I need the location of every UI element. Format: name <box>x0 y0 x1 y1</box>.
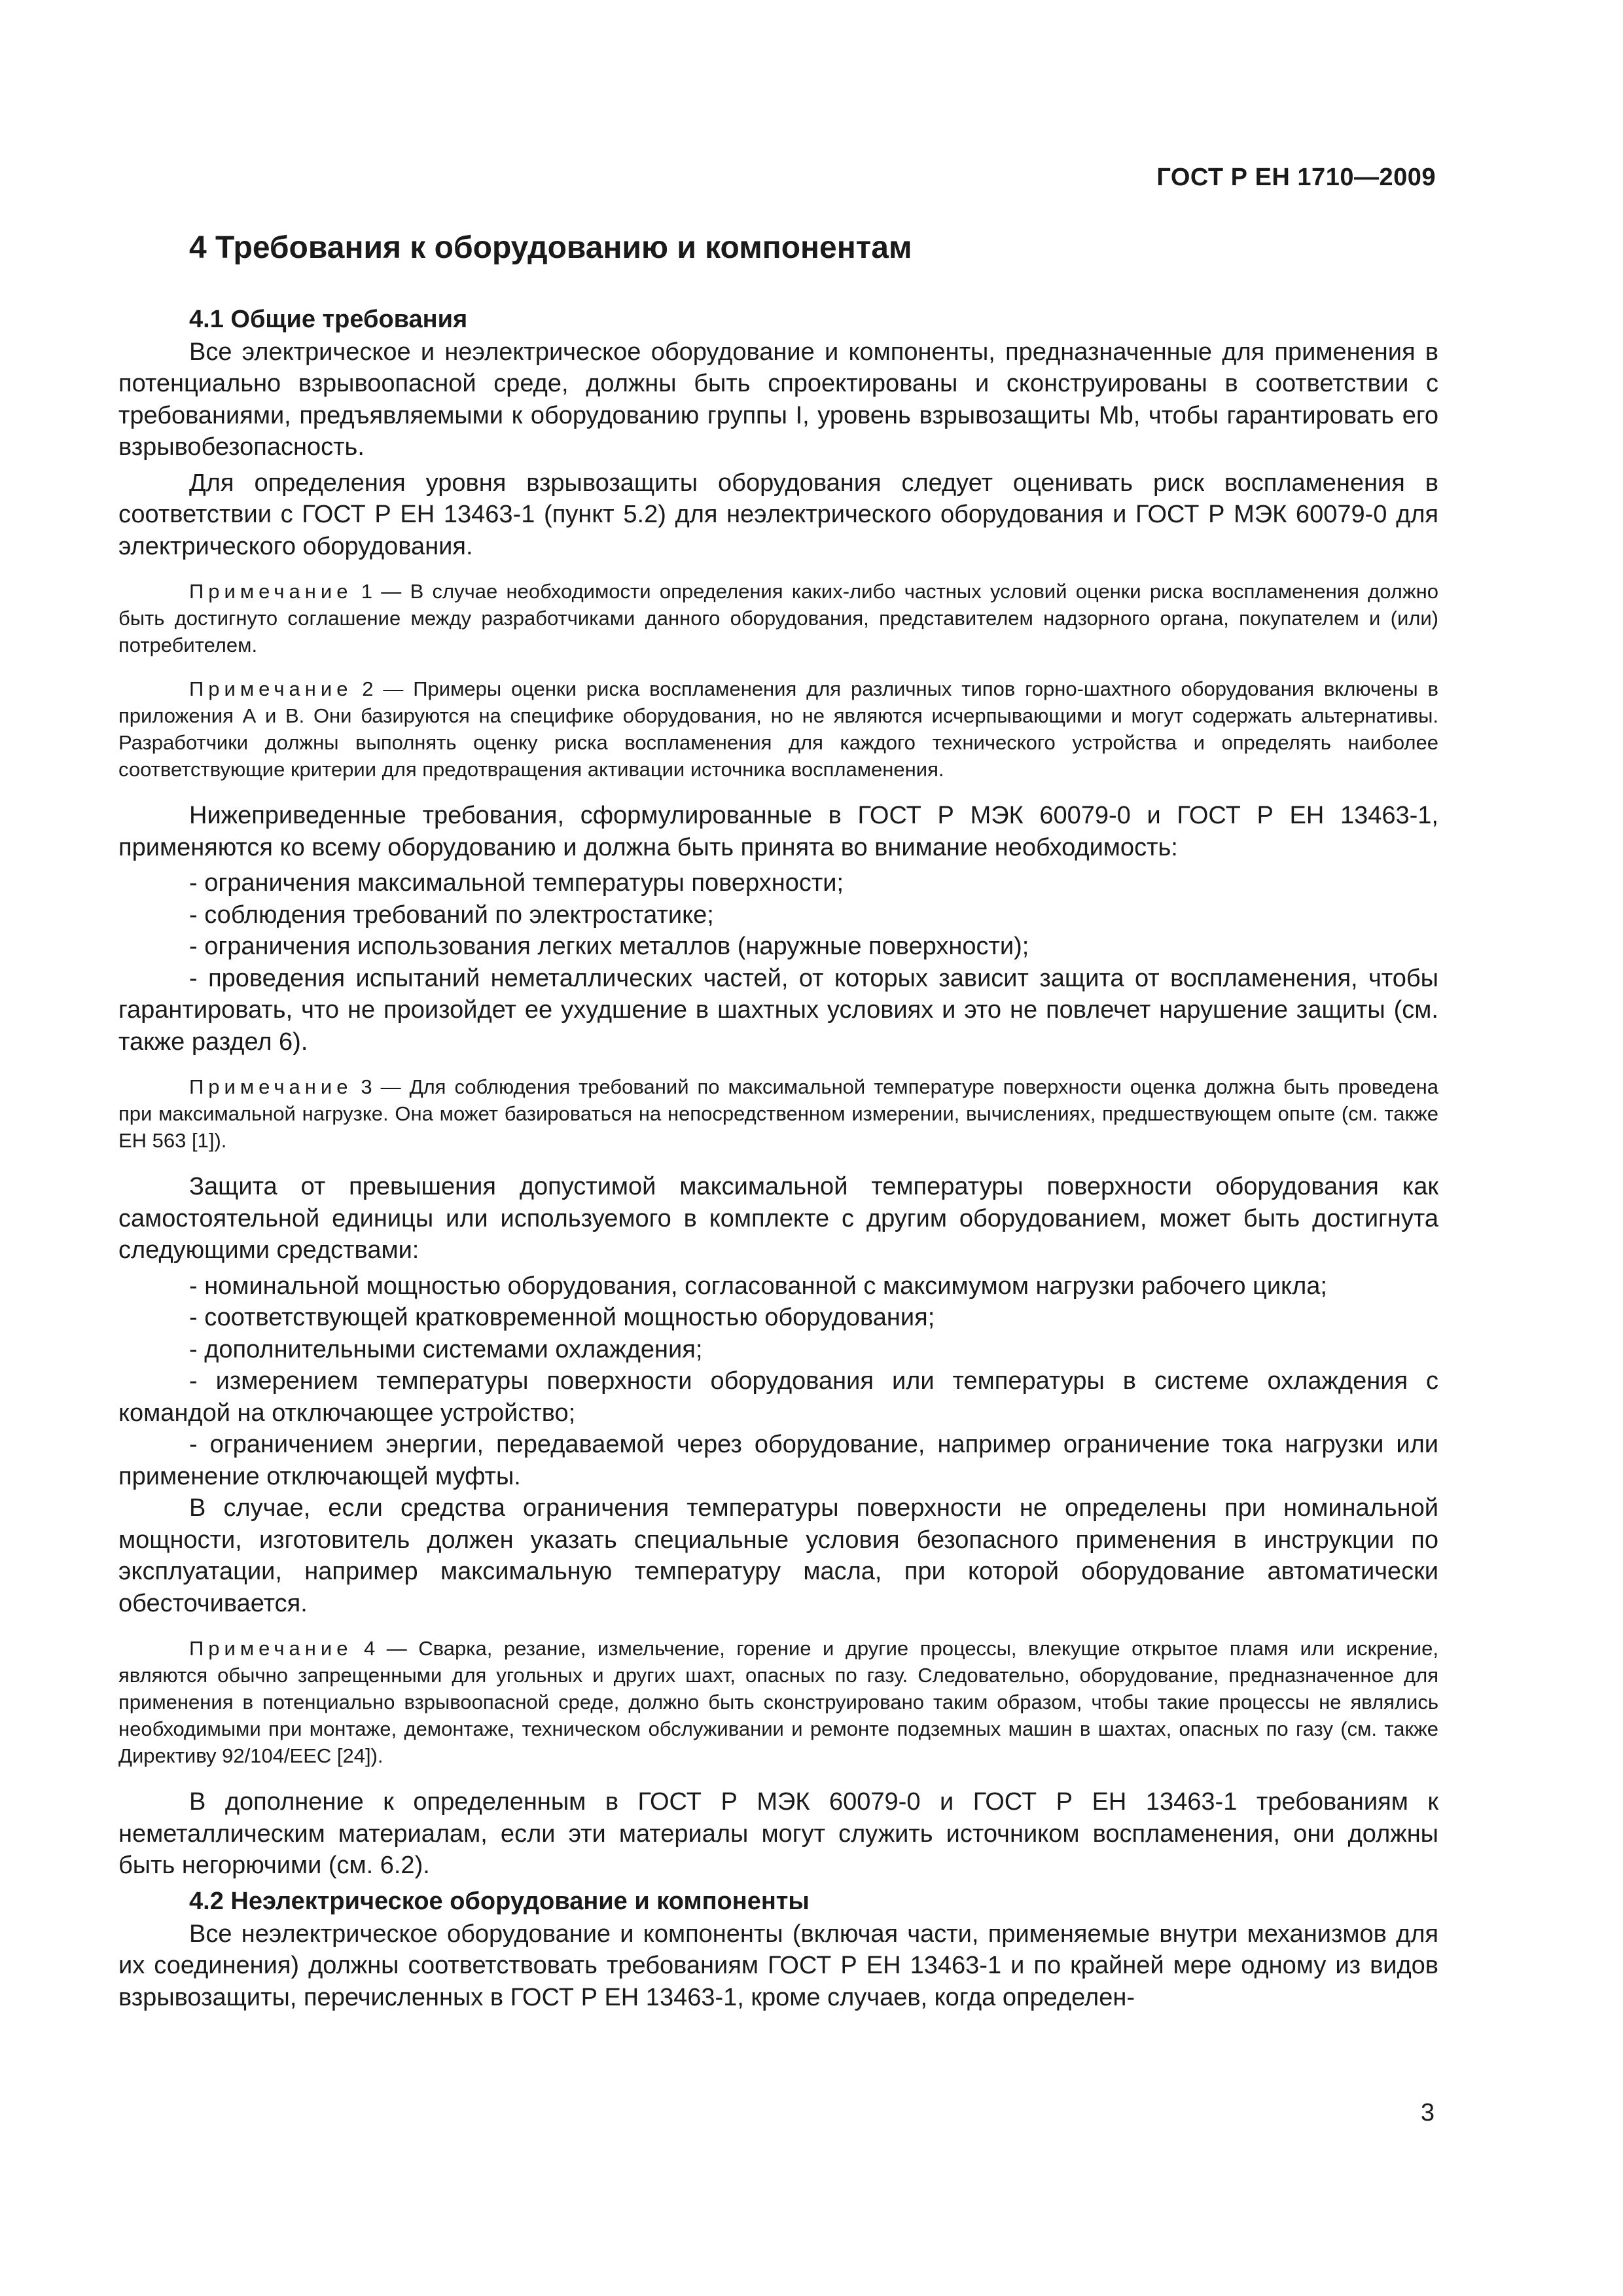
list-item: - ограничением энергии, передаваемой через оборудование, например ограничение тока нагрузки или применение отключающей муфты. <box>118 1431 1438 1490</box>
note-label: Примечание <box>189 580 353 603</box>
page-content <box>118 229 1438 2017</box>
list-item: - соблюдения требований по электростатике; <box>189 901 714 929</box>
subsection-title: 4.2 Неэлектрическое оборудование и компоненты <box>189 1887 810 1915</box>
note <box>118 1073 1438 1154</box>
paragraph: Нижеприведенные требования, сформулированные в ГОСТ Р МЭК 60079-0 и ГОСТ Р ЕН 13463-1, применяются ко всему оборудованию и должна быть принята во внимание необходимость: <box>118 802 1438 861</box>
paragraph: Защита от превышения допустимой максимальной температуры поверхности оборудования как самостоятельной единицы или используемого в комплекте с другим оборудованием, может быть достигнута следующими средствами: <box>118 1173 1438 1265</box>
note-text: 1 — В случае необходимости определения каких-либо частных условий оценки риска воспламенения должно быть достигнуто соглашение между разработчиками данного оборудования, представителем надзорного органа, покупателем и (или) потребителем. <box>118 580 1438 657</box>
paragraph: Все электрическое и неэлектрическое оборудование и компоненты, предназначенные для применения в потенциально взрывоопасной среде, должны быть спроектированы и сконструированы в соответствии с требованиями, предъявляемыми к оборудованию группы I, уровень взрывозащиты Mb, чтобы гарантировать его взрывобезопасность. <box>118 338 1438 461</box>
note <box>118 1635 1438 1769</box>
paragraph: Все неэлектрическое оборудование и компоненты (включая части, применяемые внутри механизмов для их соединения) должны соответствовать требованиям ГОСТ Р ЕН 13463-1 и по крайней мере одному из видов взрывозащиты, перечисленных в ГОСТ Р ЕН 13463-1, кроме случаев, когда определен- <box>118 1920 1438 2011</box>
note-text: 4 — Сварка, резание, измельчение, горение и другие процессы, влекущие открытое пламя или искрение, являются обычно запрещенными для угольных и других шахт, опасных по газу. Следовательно, оборудование, предназначенное для применения в потенциально взрывоопасной среде, должно быть сконструировано таким образом, чтобы такие процессы не являлись необходимыми при монтаже, демонтаже, техническом обслуживании и ремонте подземных машин в шахтах, опасных по газу (см. также Директиву 92/104/ЕЕС [24]). <box>118 1637 1438 1768</box>
note-label: Примечание <box>189 1075 353 1099</box>
list-item: - соответствующей кратковременной мощностью оборудования; <box>189 1304 935 1332</box>
note-label: Примечание <box>189 1637 353 1660</box>
page-number: 3 <box>1420 2099 1435 2126</box>
list-item: - ограничения использования легких металлов (наружные поверхности); <box>189 933 1029 961</box>
paragraph: Для определения уровня взрывозащиты оборудования следует оценивать риск воспламенения в соответствии с ГОСТ Р ЕН 13463-1 (пункт 5.2) для неэлектрического оборудования и ГОСТ Р МЭК 60079-0 для электрического оборудования. <box>118 469 1438 560</box>
paragraph: В случае, если средства ограничения температуры поверхности не определены при номинальной мощности, изготовитель должен указать специальные условия безопасного применения в инструкции по эксплуатации, например максимальную температуру масла, при которой оборудование автоматически обесточивается. <box>118 1494 1438 1617</box>
list-item: - проведения испытаний неметаллических частей, от которых зависит защита от воспламенения, чтобы гарантировать, что не произойдет ее ухудшение в шахтных условиях и это не повлечет нарушение защиты (см. также раздел 6). <box>118 964 1438 1056</box>
list-item: - измерением температуры поверхности оборудования или температуры в системе охлаждения с командой на отключающее устройство; <box>118 1367 1438 1427</box>
section-title: 4 Требования к оборудованию и компонентам <box>189 230 912 265</box>
note-label: Примечание <box>189 677 353 701</box>
list-item: - дополнительными системами охлаждения; <box>189 1335 703 1363</box>
note <box>118 675 1438 783</box>
list-item: - ограничения максимальной температуры поверхности; <box>189 869 844 897</box>
document-code-header: ГОСТ Р ЕН 1710—2009 <box>1156 164 1436 191</box>
list-item: - номинальной мощностью оборудования, согласованной с максимумом нагрузки рабочего цикла; <box>189 1272 1327 1300</box>
note-text: 2 — Примеры оценки риска воспламенения для различных типов горно-шахтного оборудования включены в приложения А и В. Они базируются на специфике оборудования, но не являются исчерпывающими и могут содержать альтернативы. Разработчики должны выполнять оценку риска воспламенения для каждого технического устройства и определять наиболее соответствующие критерии для предотвращения активации источника воспламенения. <box>118 677 1438 781</box>
paragraph: В дополнение к определенным в ГОСТ Р МЭК 60079-0 и ГОСТ Р ЕН 13463-1 требованиям к неметаллическим материалам, если эти материалы могут служить источником воспламенения, они должны быть негорючими (см. 6.2). <box>118 1788 1438 1880</box>
note-text: 3 — Для соблюдения требований по максимальной температуре поверхности оценка должна быть проведена при максимальной нагрузке. Она может базироваться на непосредственном измерении, вычислениях, предшествующем опыте (см. также ЕН 563 [1]). <box>118 1075 1438 1153</box>
subsection-title: 4.1 Общие требования <box>189 305 468 333</box>
note <box>118 578 1438 658</box>
